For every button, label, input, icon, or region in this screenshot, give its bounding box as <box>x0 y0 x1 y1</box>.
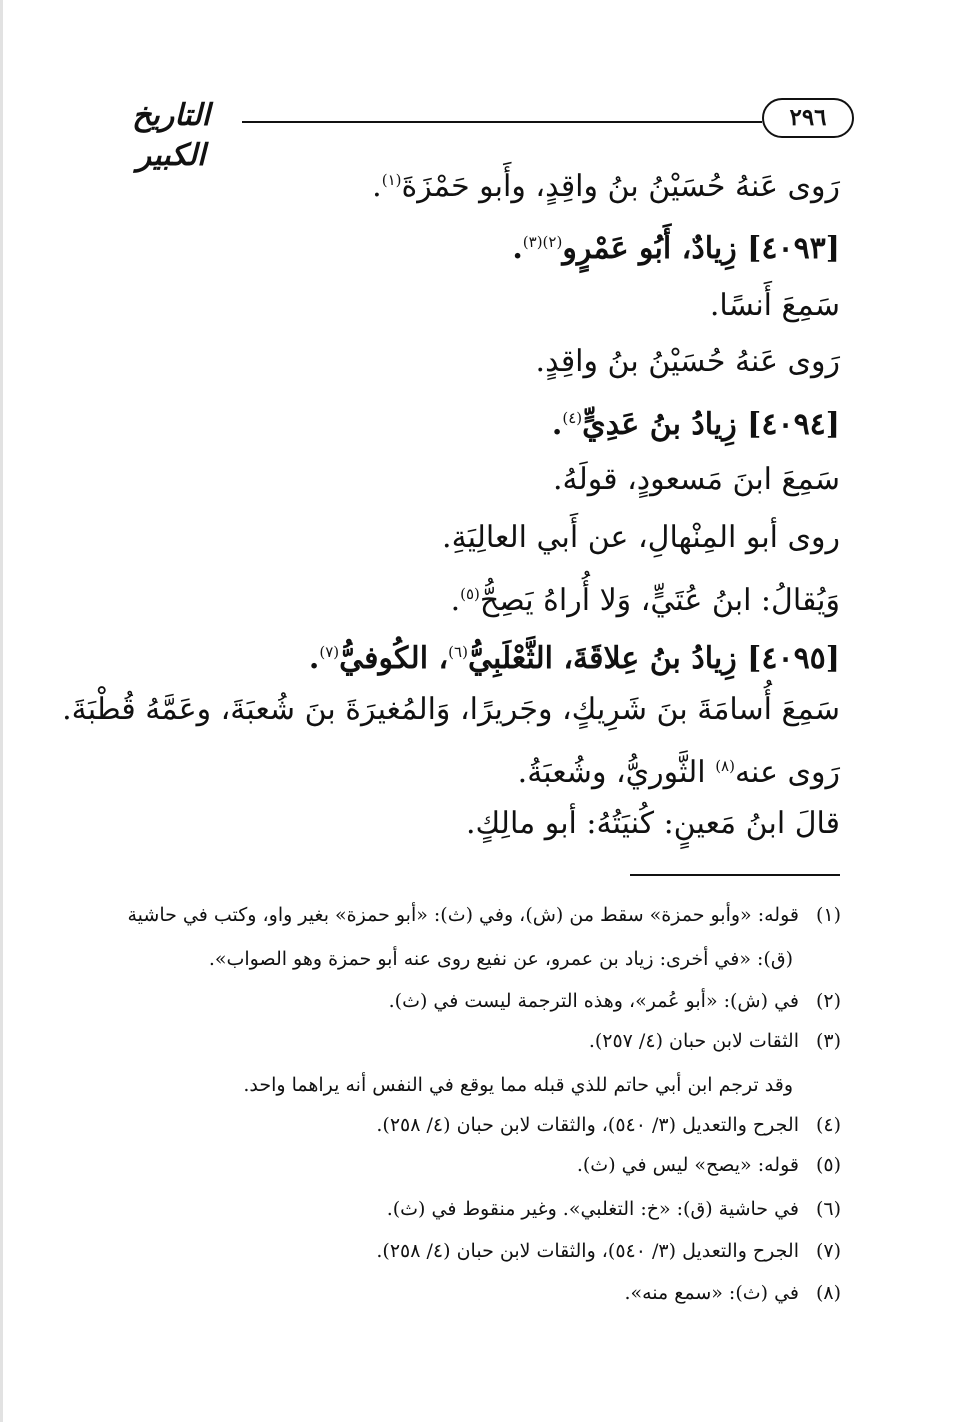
text-line: سَمِعَ أُسامَةَ بنَ شَرِيكٍ، وجَريرًا، وَالمُغيرَةَ بنَ شُعبَةَ، وعَمَّهُ قُطْبَةَ. <box>62 692 840 727</box>
footnote-5: (٥)قوله: «يصح» ليس في (ث). <box>576 1154 841 1176</box>
footnote-6: (٦)في حاشية (ق): «خ: التغلبي». وغير منقوط في (ث). <box>386 1198 841 1220</box>
text-line: رَوى عَنهُ حُسَيْنُ بنُ واقِدٍ، وأَبو حَمْزَةَ$^{(١)}$. <box>372 169 840 204</box>
footnote-8: (٨)في (ث): «سمع منه». <box>624 1282 841 1304</box>
text-line: وَيُقالُ: ابنُ عُتَيٍّ، وَلا أُراهُ يَصِحُّ$^{(٥)}$. <box>450 583 840 618</box>
text-line: سَمِعَ ابنَ مَسعودٍ، قولَهُ. <box>552 462 840 497</box>
entry-heading-4093: [٤٠٩٣] زِيادٌ، أَبُو عَمْرٍو$^{(٢)(٣)}$. <box>512 231 840 266</box>
running-title: التاريخ الكبير <box>132 98 210 173</box>
entry-heading-4095: [٤٠٩٥] زِيادُ بنُ عِلاقَةَ، الثَّعْلَبِيُّ$^{(٦)}$، الكُوفيُّ$^{(٧)}$. <box>308 641 840 676</box>
text-line: روى أبو المِنْهالِ، عن أَبي العالِيَةِ. <box>442 520 840 555</box>
header-rule <box>242 121 762 123</box>
footnote-1-continuation: (ق): «في أخرى: زياد بن عمرو، عن نفيع روى عنه أبو حمزة وهو الصواب». <box>208 948 793 970</box>
footnote-2: (٢)في (ش): «أبو عُمر»، وهذه الترجمة ليست في (ث). <box>388 990 841 1012</box>
footnote-3-continuation: وقد ترجم ابن أبي حاتم للذي قبله مما يوقع في النفس أنه يراهما واحد. <box>243 1074 793 1096</box>
entry-heading-4094: [٤٠٩٤] زِيادُ بنُ عَدِيٍّ$^{(٤)}$. <box>551 407 840 442</box>
text-line: رَوى عَنهُ حُسَيْنُ بنُ واقِدٍ. <box>535 344 840 379</box>
footnote-1: (١)قوله: «وأبو حمزة» سقط من (ش)، وفي (ث): «أبو حمزة» بغير واو، وكتب في حاشية <box>127 904 841 926</box>
footnote-4: (٤)الجرح والتعديل (٣/ ٥٤٠)، والثقات لابن حبان (٤/ ٢٥٨). <box>376 1114 841 1136</box>
text-line: رَوى عنه$^{(٨)}$ الثَّوريُّ، وشُعبَةُ. <box>517 755 840 790</box>
footnote-3: (٣)الثقات لابن حبان (٤/ ٢٥٧). <box>588 1030 841 1052</box>
page-number: ٢٩٦ <box>762 98 854 138</box>
page-edge <box>0 0 3 1422</box>
footnote-separator <box>630 874 840 876</box>
text-line: قالَ ابنُ مَعينٍ: كُنيَتُهُ: أبو مالِكٍ. <box>465 806 840 841</box>
text-line: سَمِعَ أَنسًا. <box>709 288 840 323</box>
footnote-7: (٧)الجرح والتعديل (٣/ ٥٤٠)، والثقات لابن حبان (٤/ ٢٥٨). <box>376 1240 841 1262</box>
